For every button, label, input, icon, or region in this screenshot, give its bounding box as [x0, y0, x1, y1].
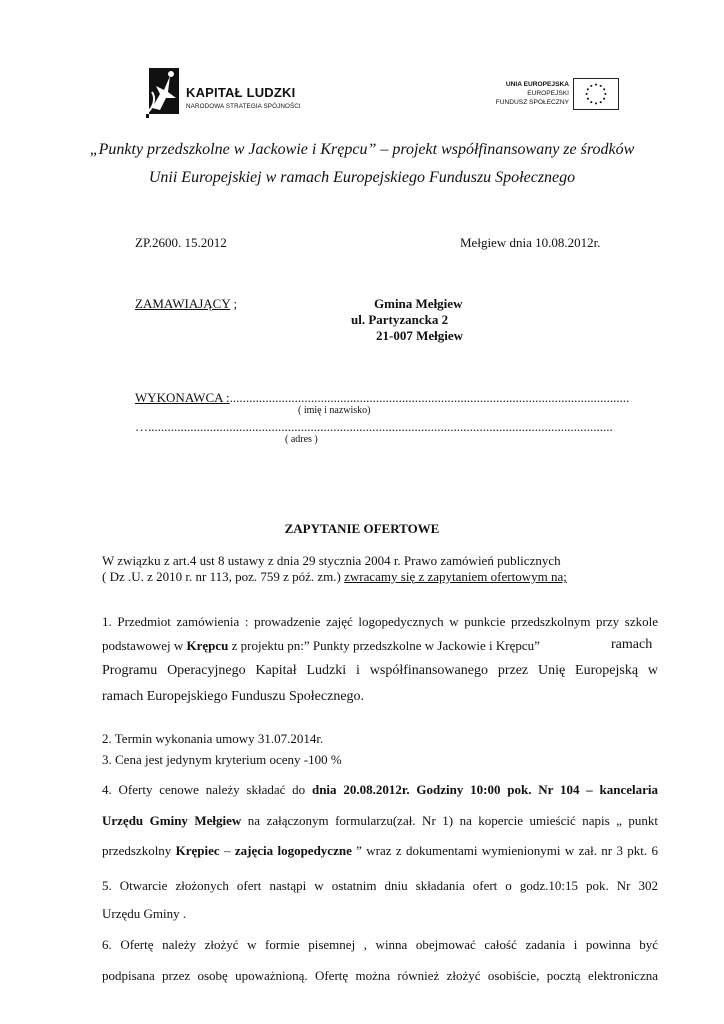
eu-logo: [486, 78, 621, 112]
intro-line1: W związku z art.4 ust 8 ustawy z dnia 29 stycznia 2004 r. Prawo zamówień publicznych: [102, 553, 561, 568]
kapital-ludzki-logo: [146, 68, 306, 120]
contractor-dots-name: ...........................................................................................................................: [229, 390, 630, 405]
contractor-caption-address: ( adres ): [285, 434, 318, 445]
item4-line3-b: Krępiec: [175, 843, 220, 858]
project-heading-line1: „Punkty przedszkolne w Jackowie i Krępcu” – projekt współfinansowany ze środków: [89, 141, 635, 158]
item2: 2. Termin wykonania umowy 31.07.2014r.: [102, 731, 324, 746]
eu-line1: UNIA EUROPEJSKA: [505, 81, 569, 88]
kapital-ludzki-emblem-icon: [146, 68, 180, 118]
contractor-label: WYKONAWCA :: [135, 390, 230, 405]
ordering-street: ul. Partyzancka 2: [351, 312, 449, 327]
item1-line2-c: z projektu pn:” Punkty przedszkolne w Jackowie i Krępcu”: [228, 638, 540, 653]
contractor-caption-name: ( imię i nazwisko): [298, 405, 371, 416]
contractor-dots-address: …...............................................................................................................................................: [135, 419, 613, 434]
item3: 3. Cena jest jedynym kryterium oceny -100 %: [102, 752, 342, 767]
ordering-label: ZAMAWIAJĄCY: [135, 296, 231, 311]
item4-line3: [102, 843, 658, 859]
intro-line2-underlined: zwracamy się z zapytaniem ofertowym na;: [344, 569, 567, 584]
item1-line2-b: Krępcu: [186, 638, 229, 653]
item4-line3-c: –: [219, 843, 235, 858]
project-heading-line2: Unii Europejskiej w ramach Europejskiego Funduszu Społecznego: [148, 169, 576, 186]
ordering-city: 21-007 Mełgiew: [376, 328, 464, 343]
intro-line2-plain: ( Dz .U. z 2010 r. nr 113, poz. 759 z póź. zm.): [102, 569, 345, 584]
item4-line2: [102, 813, 658, 829]
item4-line3-a: przedszkolny: [102, 843, 176, 858]
item4-line2-b: na załączonym formularzu(zał. Nr 1) na kopercie umieścić napis „ punkt: [241, 813, 658, 828]
item4-line3-d: zajęcia logopedyczne: [234, 843, 352, 858]
eu-flag-icon: [573, 78, 619, 110]
item1-line2-a: podstawowej w: [102, 638, 187, 653]
intro-line2: [102, 569, 567, 585]
eu-line2: EUROPEJSKI: [527, 90, 569, 97]
kapital-ludzki-subtitle: NARODOWA STRATEGIA SPÓJNOŚCI: [186, 103, 301, 110]
item6-line1: 6. Ofertę należy złożyć w formie pisemnej , winna obejmować całość zadania i powinna być: [102, 937, 658, 952]
eu-line3: FUNDUSZ SPOŁECZNY: [495, 99, 569, 106]
item1-line3: Programu Operacyjnego Kapitał Ludzki i współfinansowanego przez Unię Europejską w: [102, 663, 658, 678]
item5-line1: 5. Otwarcie złożonych ofert nastąpi w ostatnim dniu składania ofert o godz.10:15 pok. Nr 302: [102, 878, 658, 893]
item6-line2: podpisana przez osobę upoważnioną. Ofertę można również złożyć osobiście, pocztą elektroniczna: [102, 968, 658, 983]
item4-line2-a: Urzędu Gminy Mełgiew: [102, 813, 242, 828]
ordering-separator: ;: [230, 296, 238, 311]
contractor-line: [135, 390, 629, 406]
ordering-party-label: [135, 296, 237, 312]
reference-number: ZP.2600. 15.2012: [135, 235, 227, 250]
item4-line1: [102, 782, 658, 798]
item5-line2: Urzędu Gminy .: [102, 906, 187, 921]
item4-line3-e: ” wraz z dokumentami wymienionymi w zał. nr 3 pkt. 6: [351, 843, 659, 858]
kapital-ludzki-title: KAPITAŁ LUDZKI: [186, 85, 296, 100]
item1-line2: [102, 638, 540, 654]
item4-line1-b: dnia 20.08.2012r. Godziny 10:00 pok. Nr 104 – kancelaria: [311, 782, 659, 797]
eu-logo-text: [496, 80, 569, 107]
item1-line2-d: ramach: [611, 637, 653, 652]
ordering-name: Gmina Mełgiew: [374, 296, 463, 311]
item1-line4: ramach Europejskiego Funduszu Społecznego.: [102, 689, 365, 704]
place-date: Mełgiew dnia 10.08.2012r.: [460, 235, 601, 250]
item1-line1: 1. Przedmiot zamówienia : prowadzenie zajęć logopedycznych w punkcie przedszkolnym przy szkole: [102, 614, 658, 629]
document-title: ZAPYTANIE OFERTOWE: [284, 521, 440, 536]
item4-line1-a: 4. Oferty cenowe należy składać do: [102, 782, 312, 797]
